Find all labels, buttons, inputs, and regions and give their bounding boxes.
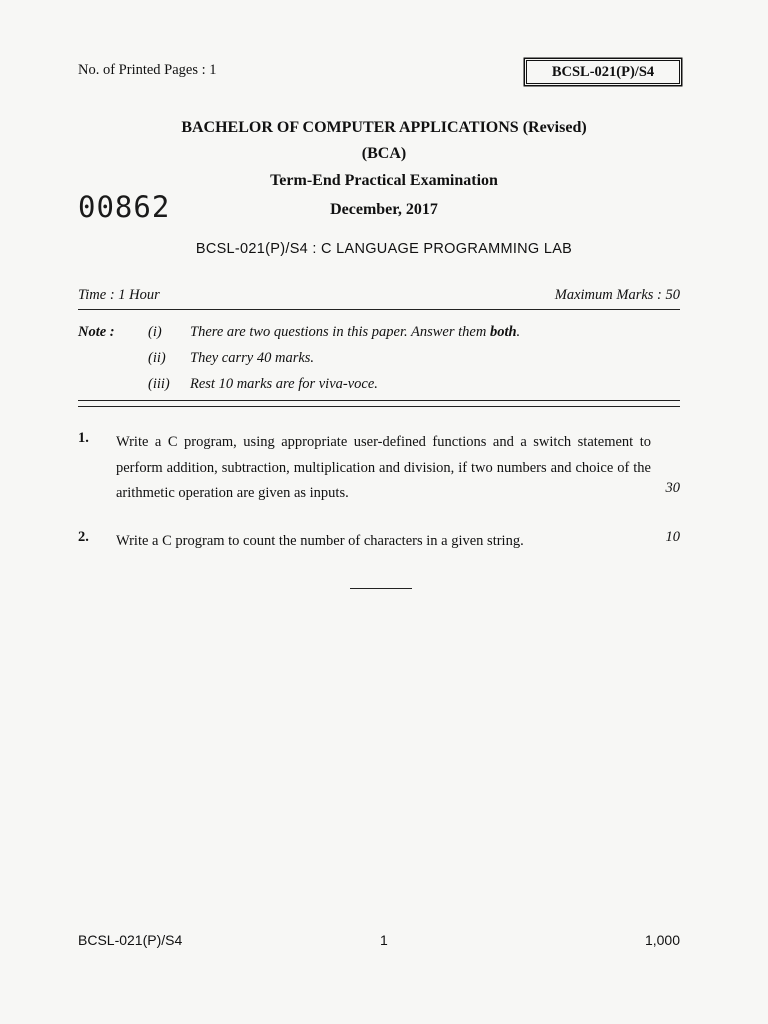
note-item-text: Rest 10 marks are for viva-voce. bbox=[190, 376, 378, 392]
note-item-number: (iii) bbox=[148, 376, 170, 392]
divider-double-upper bbox=[78, 400, 680, 401]
printed-pages-count: No. of Printed Pages : 1 bbox=[78, 62, 217, 78]
serial-number: 00862 bbox=[78, 190, 171, 224]
note-item-text bbox=[190, 324, 520, 341]
maximum-marks: Maximum Marks : 50 bbox=[554, 287, 680, 303]
divider-double-lower bbox=[78, 406, 680, 407]
exam-date: December, 2017 bbox=[330, 201, 438, 218]
footer-print-count: 1,000 bbox=[644, 932, 680, 948]
time-allowed: Time : 1 Hour bbox=[78, 287, 160, 303]
end-of-paper-line bbox=[350, 588, 412, 589]
footer-paper-code: BCSL-021(P)/S4 bbox=[78, 932, 183, 948]
question-marks: 30 bbox=[665, 480, 680, 496]
paper-code-box: BCSL-021(P)/S4 bbox=[526, 60, 680, 84]
question-text: Write a C program, using appropriate user-defined functions and a switch statement to perform addition, subtraction, multiplication and division, if two numbers and choice of the arithmetic operation are given as inputs. bbox=[116, 434, 651, 501]
note-item-number: (ii) bbox=[148, 350, 166, 366]
question-number: 2. bbox=[78, 529, 89, 545]
question-marks: 10 bbox=[665, 529, 680, 545]
question-number: 1. bbox=[78, 430, 89, 446]
footer-page-number: 1 bbox=[380, 932, 388, 948]
programme-abbreviation: (BCA) bbox=[361, 145, 407, 162]
note-item-emphasis: both bbox=[489, 324, 517, 340]
exam-type: Term-End Practical Examination bbox=[270, 172, 498, 189]
note-item-text: They carry 40 marks. bbox=[190, 350, 315, 366]
note-item-text-part: . bbox=[516, 324, 521, 340]
divider-top bbox=[78, 309, 680, 310]
question-text: Write a C program to count the number of characters in a given string. bbox=[116, 533, 524, 549]
course-title: BCSL-021(P)/S4 : C LANGUAGE PROGRAMMING LAB bbox=[195, 241, 573, 257]
note-item-text-part: There are two questions in this paper. Answer them bbox=[190, 324, 490, 340]
programme-title: BACHELOR OF COMPUTER APPLICATIONS (Revised) bbox=[181, 119, 587, 136]
note-item-number: (i) bbox=[148, 324, 162, 340]
note-label: Note : bbox=[78, 324, 115, 340]
